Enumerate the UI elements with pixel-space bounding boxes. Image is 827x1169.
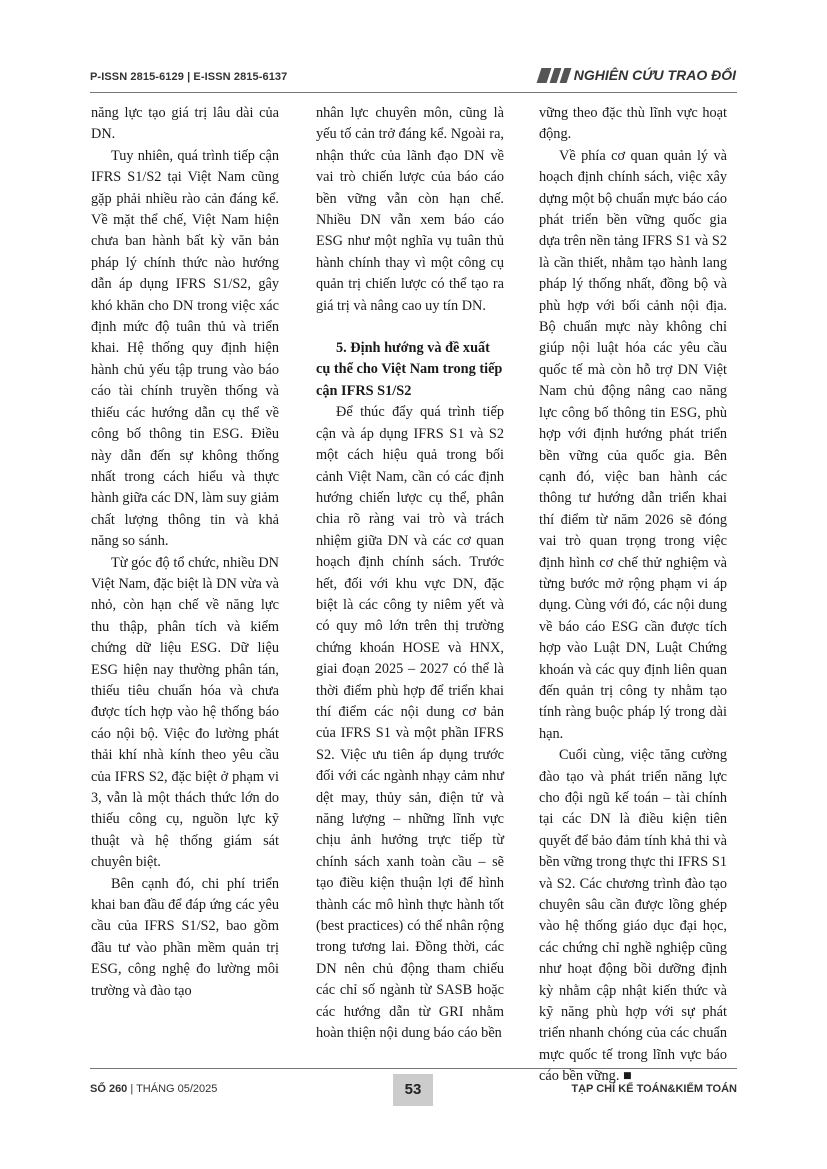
issue-date: | THÁNG 05/2025 (127, 1083, 218, 1095)
issue-number: SỐ 260 (90, 1083, 128, 1095)
footer-divider (90, 1068, 737, 1069)
page-number: 53 (393, 1074, 433, 1106)
section-heading: 5. Định hướng và đề xuất cụ thể cho Việt Nam trong tiếp cận IFRS S1/S2 (316, 340, 503, 399)
issn-label: P-ISSN 2815-6129 | E-ISSN 2815-6137 (90, 71, 288, 83)
body-paragraph: Từ góc độ tổ chức, nhiều DN Việt Nam, đặc biệt là DN vừa và nhỏ, còn hạn chế về năng lực thu thập, phân tích và kiểm chứng dữ liệu ESG. Dữ liệu ESG hiện nay thường phân tán, thiếu tiêu chuẩn hóa và chưa được tích hợp vào hệ thống báo cáo nội bộ. Việc đo lường phát thải khí nhà kính theo yêu cầu của IFRS S2, đặc biệt ở phạm vi 3, vẫn là một thách thức lớn do thiếu công cụ, nguồn lực kỹ thuật và hệ thống giám sát chuyên biệt. (91, 554, 279, 871)
body-paragraph: Cuối cùng, việc tăng cường đào tạo và phát triển năng lực cho đội ngũ kế toán – tài chính tại các DN là điều kiện tiên quyết để bảo đảm tính khả thi và bền vững trong thực thi IFRS S1 và S2. Các chương trình đào tạo chuyên sâu cần được lồng ghép vào hệ thống giáo dục đại học, các chứng chỉ nghề nghiệp cũng như hoạt động bồi dưỡng định kỳ nhằm cập nhật kiến thức và kỹ năng phù hợp với sự phát triển nhanh chóng của các chuẩn mực quốc tế trong lĩnh vực báo cáo bền vững. ■ (539, 747, 727, 1085)
journal-name: TẠP CHÍ KẾ TOÁN&KIỂM TOÁN (571, 1083, 737, 1095)
body-paragraph: Để thúc đẩy quá trình tiếp cận và áp dụng IFRS S1 và S2 một cách hiệu quả trong bối cảnh Việt Nam, cần có các định hướng chiến lược cụ thể, phân chia rõ ràng vai trò và trách nhiệm giữa DN và các cơ quan hoạch định chính sách. Trước hết, đối với khu vực DN, đặc biệt là các công ty niêm yết và có quy mô lớn trên thị trường chứng khoán HOSE và HNX, giai đoạn 2025 – 2027 có thể là thời điểm phù hợp để triển khai thí điểm các nội dung cơ bản của IFRS S1 và một phần IFRS S2. Việc ưu tiên áp dụng trước đối với các ngành nhạy cảm như dệt may, thủy sản, điện tử và năng lượng – những lĩnh vực chịu ảnh hưởng trực tiếp từ chính sách xanh toàn cầu – sẽ tạo điều kiện thuận lợi để hình thành các mô hình thực hành tốt (best practices) có thể nhân rộng trong tương lai. Đồng thời, các DN nên chủ động tham chiếu các chỉ số ngành từ SASB hoặc các hướng dẫn từ GRI nhằm hoàn thiện nội dung báo cáo bền (316, 404, 504, 1042)
header-divider (90, 92, 737, 93)
body-paragraph: năng lực tạo giá trị lâu dài của DN. (91, 105, 279, 143)
body-paragraph: Tuy nhiên, quá trình tiếp cận IFRS S1/S2 tại Việt Nam cũng gặp phải nhiều rào cản đáng kể. Về mặt thể chế, Việt Nam hiện chưa ban hành bất kỳ văn bản pháp lý chính thức nào hướng dẫn áp dụng IFRS S1/S2, gây khó khăn cho DN trong việc xác định mức độ tuân thủ và triển khai. Hệ thống quy định hiện hành chủ yếu tập trung vào báo cáo tài chính truyền thống và thiếu các hướng dẫn cụ thể về công bố thông tin ESG. Điều này dẫn đến sự không thống nhất trong cách hiểu và thực hành giữa các DN, làm suy giảm chất lượng thông tin và khả năng so sánh. (91, 147, 279, 550)
body-paragraph: vững theo đặc thù lĩnh vực hoạt động. (539, 105, 727, 143)
section-name: NGHIÊN CỨU TRAO ĐỔI (573, 67, 736, 83)
section-spacer (316, 317, 504, 338)
body-paragraph: Bên cạnh đó, chi phí triển khai ban đầu để đáp ứng các yêu cầu của IFRS S1/S2, bao gồm đầu tư vào phần mềm quản trị ESG, công nghệ đo lường môi trường và đào tạo (91, 875, 279, 999)
section-header (539, 67, 736, 83)
text-column-3 (539, 103, 727, 1088)
body-paragraph: nhân lực chuyên môn, cũng là yếu tố cản trở đáng kể. Ngoài ra, nhận thức của lãnh đạo DN về vai trò chiến lược của báo cáo bền vững vẫn còn hạn chế. Nhiều DN vẫn xem báo cáo ESG như một nghĩa vụ tuân thủ hành chính thay vì một công cụ quản trị chiến lược có thể tạo ra giá trị và nâng cao uy tín DN. (316, 105, 504, 314)
body-paragraph: Về phía cơ quan quản lý và hoạch định chính sách, việc xây dựng một bộ chuẩn mực báo cáo phát triển bền vững quốc gia dựa trên nền tảng IFRS S1 và S2 là cần thiết, nhằm tạo hành lang pháp lý thống nhất, đồng bộ và phù hợp với bối cảnh nội địa. Bộ chuẩn mực này không chỉ giúp nội luật hóa các yêu cầu quốc tế mà còn hỗ trợ DN Việt Nam chủ động nâng cao năng lực công bố thông tin ESG, phù hợp với định hướng phát triển bền vững của quốc gia. Bên cạnh đó, việc ban hành các thông tư hướng dẫn triển khai thí điểm từ năm 2026 sẽ đóng vai trò quan trọng trong việc định hình cơ chế thử nghiệm và từng bước mở rộng phạm vi áp dụng. Cùng với đó, các nội dung về báo cáo ESG cần được tích hợp vào Luật DN, Luật Chứng khoán và các quy định liên quan đến quản trị công ty nhằm tạo tính ràng buộc pháp lý trong dài hạn. (539, 147, 727, 742)
text-column-1 (91, 103, 279, 1002)
section-bars-icon (539, 68, 569, 83)
text-column-2 (316, 103, 504, 1044)
issue-info (90, 1083, 217, 1095)
